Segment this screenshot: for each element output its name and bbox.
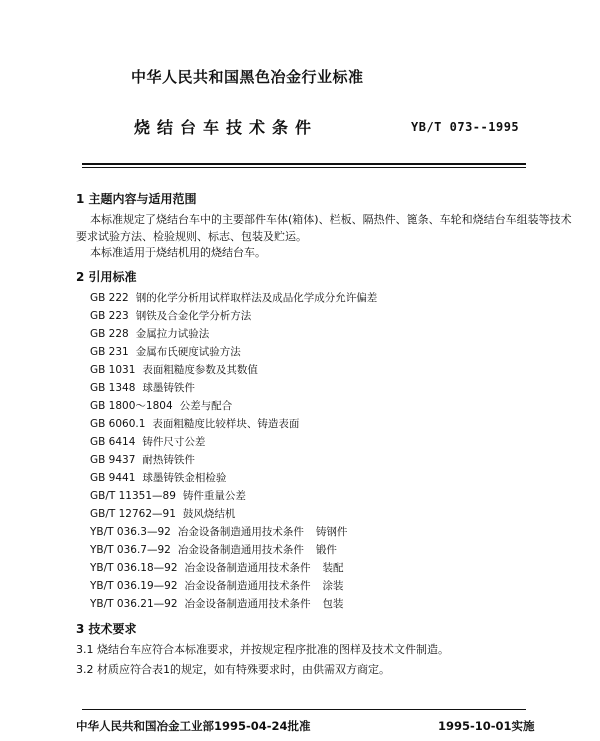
reference-title: 冶金设备制造通用技术条件 [184, 562, 311, 574]
reference-code: GB 231 [90, 346, 129, 358]
reference-item [90, 290, 377, 305]
section3-item1: 3.1 烧结台车应符合本标准要求，并按规定程序批准的图样及技术文件制造。 [76, 643, 449, 656]
reference-title: 铸件重量公差 [182, 490, 246, 502]
reference-code: GB 6414 [90, 436, 136, 448]
reference-subtitle: 装配 [322, 562, 344, 574]
header-rule-thin [82, 167, 526, 168]
reference-item [90, 596, 344, 611]
section1-para1-line2: 要求试验方法、检验规则、标志、包装及贮运。 [76, 230, 307, 243]
reference-item [90, 326, 209, 341]
reference-title: 鼓风烧结机 [182, 508, 236, 520]
reference-title: 球墨铸铁件 [142, 382, 195, 394]
reference-code: YB/T 036.18—92 [90, 562, 178, 574]
reference-item [90, 524, 347, 539]
reference-item [90, 416, 299, 431]
section3-heading: 3 技术要求 [76, 622, 137, 636]
reference-title: 表面粗糙度参数及其数值 [142, 364, 258, 376]
reference-item [90, 434, 205, 449]
standard-code: YB/T 073--1995 [411, 120, 520, 134]
reference-subtitle: 包装 [322, 598, 344, 610]
reference-subtitle: 铸钢件 [315, 526, 348, 538]
reference-item [90, 488, 246, 503]
approval-line: 中华人民共和国冶金工业部1995-04-24批准 [76, 719, 311, 733]
reference-title: 冶金设备制造通用技术条件 [184, 580, 311, 592]
reference-item [90, 542, 337, 557]
reference-item [90, 470, 226, 485]
footer-rule [82, 709, 526, 710]
reference-subtitle: 锻件 [315, 544, 337, 556]
reference-title: 冶金设备制造通用技术条件 [177, 544, 304, 556]
reference-code: GB 222 [90, 292, 129, 304]
reference-code: GB 1031 [90, 364, 136, 376]
reference-item [90, 398, 232, 413]
reference-code: GB 9441 [90, 472, 136, 484]
reference-code: YB/T 036.7—92 [90, 544, 171, 556]
reference-item [90, 560, 344, 575]
reference-title: 钢铁及合金化学分析方法 [135, 310, 252, 322]
reference-title: 公差与配合 [179, 400, 233, 412]
section1-heading: 1 主题内容与适用范围 [76, 192, 197, 206]
reference-item [90, 380, 195, 395]
reference-code: GB 1348 [90, 382, 136, 394]
reference-item [90, 578, 344, 593]
section2-heading: 2 引用标准 [76, 270, 137, 284]
reference-code: GB 6060.1 [90, 418, 146, 430]
reference-code: GB 223 [90, 310, 129, 322]
reference-title: 冶金设备制造通用技术条件 [184, 598, 311, 610]
reference-subtitle: 涂装 [322, 580, 344, 592]
section3-item2: 3.2 材质应符合表1的规定，如有特殊要求时，由供需双方商定。 [76, 663, 390, 676]
reference-code: GB/T 11351—89 [90, 490, 176, 502]
reference-code: YB/T 036.19—92 [90, 580, 178, 592]
reference-item [90, 308, 251, 323]
implementation-date: 1995-10-01实施 [438, 719, 535, 733]
reference-item [90, 506, 235, 521]
reference-title: 球墨铸铁金相检验 [142, 472, 227, 484]
reference-item [90, 362, 258, 377]
section1-para1-line1: 本标准规定了烧结台车中的主要部件车体(箱体)、栏板、隔热件、篦条、车轮和烧结台车组装等技术 [90, 213, 572, 226]
header-rule-thick [82, 163, 526, 165]
reference-code: GB 9437 [90, 454, 136, 466]
reference-title: 金属布氏硬度试验方法 [135, 346, 241, 358]
reference-title: 钢的化学分析用试样取样法及成品化学成分允许偏差 [135, 292, 378, 304]
reference-title: 耐热铸铁件 [142, 454, 195, 466]
reference-code: GB 228 [90, 328, 129, 340]
issuing-organization: 中华人民共和国黑色冶金行业标准 [131, 68, 364, 86]
reference-title: 金属拉力试验法 [135, 328, 210, 340]
reference-code: YB/T 036.3—92 [90, 526, 171, 538]
document-title: 烧结台车技术条件 [134, 118, 319, 137]
reference-title: 表面粗糙度比较样块、铸造表面 [152, 418, 300, 430]
reference-item [90, 344, 241, 359]
reference-item [90, 452, 195, 467]
reference-code: GB 1800～1804 [90, 400, 173, 412]
section1-para2: 本标准适用于烧结机用的烧结台车。 [90, 246, 266, 259]
reference-title: 铸件尺寸公差 [142, 436, 206, 448]
reference-title: 冶金设备制造通用技术条件 [177, 526, 304, 538]
reference-code: GB/T 12762—91 [90, 508, 176, 520]
reference-code: YB/T 036.21—92 [90, 598, 178, 610]
